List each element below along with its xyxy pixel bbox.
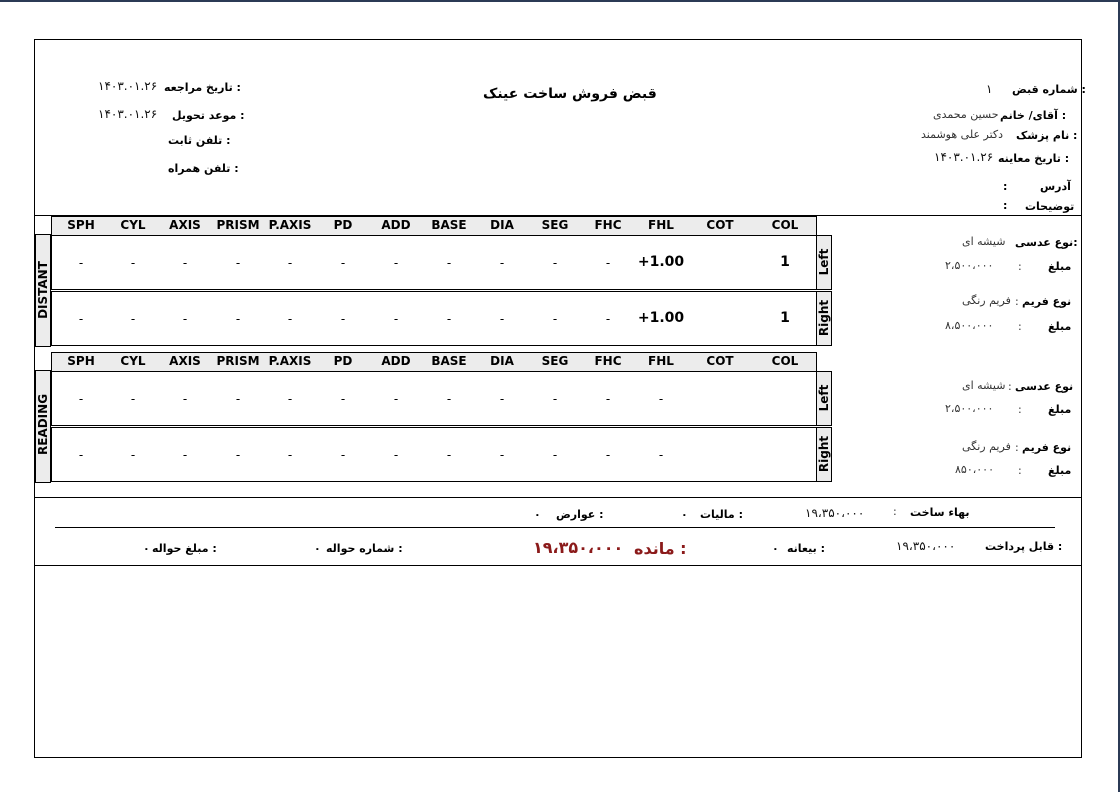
totals-bottom-line bbox=[34, 565, 1081, 566]
d-lens-amount-label: مبلغ bbox=[1048, 260, 1072, 273]
column-header-prism: PRISM bbox=[216, 218, 260, 232]
r-frame-amount-colon: : bbox=[1018, 464, 1022, 477]
deposit-label: بیعانه : bbox=[787, 542, 825, 555]
column-header-seg: SEG bbox=[541, 218, 569, 232]
reading-right-fhl-cell: - bbox=[658, 448, 664, 462]
r-frame-type-colon: : bbox=[1015, 441, 1019, 454]
distant-right-col-cell: 1 bbox=[780, 310, 790, 326]
transfer-amount-label: مبلغ حواله : bbox=[152, 542, 217, 555]
reading-header-row bbox=[51, 352, 817, 372]
transfer-no-value: ۰ bbox=[314, 542, 321, 555]
tax-label: مالیات : bbox=[700, 508, 743, 521]
notes-colon: : bbox=[1003, 199, 1008, 212]
column-header-fhc: FHC bbox=[594, 354, 622, 368]
reading-section-label-box bbox=[35, 370, 51, 483]
distant-right-p-axis-cell: - bbox=[287, 312, 293, 326]
r-lens-type: شیشه ای bbox=[962, 379, 1006, 392]
column-header-pd: PD bbox=[333, 354, 353, 368]
r-lens-type-colon: : bbox=[1008, 380, 1012, 393]
distant-right-seg-cell: - bbox=[552, 312, 558, 326]
column-header-col: COL bbox=[771, 354, 799, 368]
column-header-base: BASE bbox=[431, 354, 467, 368]
doctor-label: نام پزشک : bbox=[1016, 129, 1078, 142]
r-frame-type-label: نوع فریم bbox=[1022, 441, 1072, 454]
distant-left-label: Left bbox=[817, 248, 831, 276]
phone-label: تلفن ثابت : bbox=[168, 134, 231, 147]
column-header-fhc: FHC bbox=[594, 218, 622, 232]
reading-left-base-cell: - bbox=[446, 392, 452, 406]
distant-right-label: Right bbox=[817, 299, 831, 337]
receipt-no-label: شماره قبض : bbox=[1012, 83, 1086, 96]
d-lens-type-label: نوع عدسی: bbox=[1015, 236, 1078, 249]
distant-left-add-cell: - bbox=[393, 256, 399, 270]
distant-left-fhc-cell: - bbox=[605, 256, 611, 270]
d-lens-type: شیشه ای bbox=[962, 235, 1006, 248]
customer-name: حسین محمدی bbox=[933, 108, 999, 121]
exam-date-label: تاریخ معاینه : bbox=[998, 152, 1070, 165]
remain-label: مانده : bbox=[634, 539, 687, 558]
d-frame-amount-label: مبلغ bbox=[1048, 320, 1072, 333]
mobile-label: تلفن همراه : bbox=[168, 162, 239, 175]
distant-right-dia-cell: - bbox=[499, 312, 505, 326]
distant-left-row bbox=[51, 235, 817, 290]
reading-left-label-box bbox=[816, 371, 832, 426]
distant-right-fhc-cell: - bbox=[605, 312, 611, 326]
deposit-value: ۰ bbox=[772, 542, 779, 555]
reading-left-dia-cell: - bbox=[499, 392, 505, 406]
column-header-dia: DIA bbox=[490, 218, 514, 232]
delivery-date: ۱۴۰۳.۰۱.۲۶ bbox=[98, 107, 158, 121]
payable-value: ۱۹،۳۵۰،۰۰۰ bbox=[896, 539, 956, 553]
address-colon: : bbox=[1003, 180, 1008, 193]
distant-right-sph-cell: - bbox=[78, 312, 84, 326]
column-header-fhl: FHL bbox=[648, 218, 674, 232]
column-header-p-axis: P.AXIS bbox=[268, 354, 312, 368]
address-label: آدرس bbox=[1040, 180, 1071, 193]
distant-left-axis-cell: - bbox=[182, 256, 188, 270]
distant-left-label-box bbox=[816, 235, 832, 290]
distant-left-seg-cell: - bbox=[552, 256, 558, 270]
distant-left-dia-cell: - bbox=[499, 256, 505, 270]
column-header-col: COL bbox=[771, 218, 799, 232]
column-header-axis: AXIS bbox=[169, 354, 201, 368]
reading-right-base-cell: - bbox=[446, 448, 452, 462]
distant-left-pd-cell: - bbox=[340, 256, 346, 270]
visit-date-label: تاریخ مراجعه : bbox=[164, 81, 241, 94]
reading-right-row bbox=[51, 427, 817, 482]
column-header-sph: SPH bbox=[67, 354, 95, 368]
distant-right-fhl-cell: +1.00 bbox=[637, 310, 685, 326]
d-lens-amount: ۲،۵۰۰،۰۰۰ bbox=[945, 259, 994, 272]
reading-left-cyl-cell: - bbox=[130, 392, 136, 406]
column-header-cyl: CYL bbox=[120, 354, 146, 368]
reading-right-seg-cell: - bbox=[552, 448, 558, 462]
distant-left-fhl-cell: +1.00 bbox=[637, 254, 685, 270]
distant-right-add-cell: - bbox=[393, 312, 399, 326]
reading-left-pd-cell: - bbox=[340, 392, 346, 406]
reading-left-fhc-cell: - bbox=[605, 392, 611, 406]
reading-right-cyl-cell: - bbox=[130, 448, 136, 462]
distant-left-cyl-cell: - bbox=[130, 256, 136, 270]
column-header-axis: AXIS bbox=[169, 218, 201, 232]
distant-right-pd-cell: - bbox=[340, 312, 346, 326]
reading-right-fhc-cell: - bbox=[605, 448, 611, 462]
price-value: ۱۹،۳۵۰،۰۰۰ bbox=[805, 506, 865, 520]
reading-left-axis-cell: - bbox=[182, 392, 188, 406]
column-header-base: BASE bbox=[431, 218, 467, 232]
reading-right-dia-cell: - bbox=[499, 448, 505, 462]
distant-right-axis-cell: - bbox=[182, 312, 188, 326]
reading-right-add-cell: - bbox=[393, 448, 399, 462]
r-frame-amount-label: مبلغ bbox=[1048, 464, 1072, 477]
column-header-seg: SEG bbox=[541, 354, 569, 368]
fees-value: ۰ bbox=[534, 508, 541, 521]
reading-left-label: Left bbox=[817, 384, 831, 412]
transfer-amount-value: ۰ bbox=[143, 542, 150, 555]
column-header-pd: PD bbox=[333, 218, 353, 232]
reading-right-pd-cell: - bbox=[340, 448, 346, 462]
d-frame-amount: ۸،۵۰۰،۰۰۰ bbox=[945, 319, 994, 332]
customer-label: آقای/ خانم : bbox=[1000, 109, 1067, 122]
receipt-no: ۱ bbox=[986, 82, 993, 96]
reading-left-fhl-cell: - bbox=[658, 392, 664, 406]
column-header-add: ADD bbox=[381, 218, 411, 232]
d-frame-type-colon: : bbox=[1015, 295, 1019, 308]
transfer-no-label: شماره حواله : bbox=[326, 542, 403, 555]
d-frame-amount-colon: : bbox=[1018, 320, 1022, 333]
reading-left-prism-cell: - bbox=[235, 392, 241, 406]
distant-left-col-cell: 1 bbox=[780, 254, 790, 270]
notes-label: توضیحات bbox=[1025, 200, 1075, 213]
reading-right-axis-cell: - bbox=[182, 448, 188, 462]
reading-right-sph-cell: - bbox=[78, 448, 84, 462]
price-label: بهاء ساخت bbox=[910, 506, 970, 519]
distant-left-base-cell: - bbox=[446, 256, 452, 270]
reading-right-p-axis-cell: - bbox=[287, 448, 293, 462]
tax-value: ۰ bbox=[681, 508, 688, 521]
d-frame-type: فریم رنگی bbox=[962, 294, 1011, 307]
reading-left-p-axis-cell: - bbox=[287, 392, 293, 406]
distant-section-label: DISTANT bbox=[36, 261, 50, 319]
distant-right-row bbox=[51, 291, 817, 346]
distant-right-base-cell: - bbox=[446, 312, 452, 326]
reading-left-row bbox=[51, 371, 817, 426]
distant-left-p-axis-cell: - bbox=[287, 256, 293, 270]
distant-section-label-box bbox=[35, 234, 51, 347]
reading-section-label: READING bbox=[36, 393, 50, 455]
reading-right-prism-cell: - bbox=[235, 448, 241, 462]
receipt-title: قبض فروش ساخت عینک bbox=[483, 86, 657, 102]
column-header-cot: COT bbox=[706, 354, 734, 368]
r-lens-type-label: نوع عدسی bbox=[1015, 380, 1074, 393]
distant-header-row bbox=[51, 216, 817, 236]
page-top-border bbox=[0, 0, 1120, 2]
d-lens-amount-colon: : bbox=[1018, 260, 1022, 273]
column-header-sph: SPH bbox=[67, 218, 95, 232]
reading-left-seg-cell: - bbox=[552, 392, 558, 406]
distant-right-label-box bbox=[816, 291, 832, 346]
reading-left-add-cell: - bbox=[393, 392, 399, 406]
d-frame-type-label: نوع فریم bbox=[1022, 295, 1072, 308]
r-frame-amount: ۸۵۰،۰۰۰ bbox=[955, 463, 994, 476]
remain-value: ۱۹،۳۵۰،۰۰۰ bbox=[533, 538, 624, 557]
distant-left-prism-cell: - bbox=[235, 256, 241, 270]
column-header-cyl: CYL bbox=[120, 218, 146, 232]
payable-label: قابل پرداخت : bbox=[985, 540, 1063, 553]
column-header-cot: COT bbox=[706, 218, 734, 232]
distant-right-cyl-cell: - bbox=[130, 312, 136, 326]
reading-right-label: Right bbox=[817, 435, 831, 473]
column-header-fhl: FHL bbox=[648, 354, 674, 368]
column-header-p-axis: P.AXIS bbox=[268, 218, 312, 232]
visit-date: ۱۴۰۳.۰۱.۲۶ bbox=[98, 79, 158, 93]
reading-left-sph-cell: - bbox=[78, 392, 84, 406]
reading-right-label-box bbox=[816, 427, 832, 482]
delivery-label: موعد تحویل : bbox=[172, 109, 245, 122]
column-header-prism: PRISM bbox=[216, 354, 260, 368]
r-lens-amount-label: مبلغ bbox=[1048, 403, 1072, 416]
price-colon: : bbox=[893, 505, 897, 518]
column-header-dia: DIA bbox=[490, 354, 514, 368]
r-lens-amount-colon: : bbox=[1018, 403, 1022, 416]
r-lens-amount: ۲،۵۰۰،۰۰۰ bbox=[945, 402, 994, 415]
r-frame-type: فریم رنگی bbox=[962, 440, 1011, 453]
exam-date: ۱۴۰۳.۰۱.۲۶ bbox=[934, 150, 994, 164]
column-header-add: ADD bbox=[381, 354, 411, 368]
doctor-name: دکتر علی هوشمند bbox=[921, 128, 1004, 141]
distant-left-sph-cell: - bbox=[78, 256, 84, 270]
distant-right-prism-cell: - bbox=[235, 312, 241, 326]
totals-separator bbox=[55, 527, 1055, 528]
fees-label: عوارض : bbox=[556, 508, 604, 521]
grid-separator bbox=[34, 497, 1081, 498]
